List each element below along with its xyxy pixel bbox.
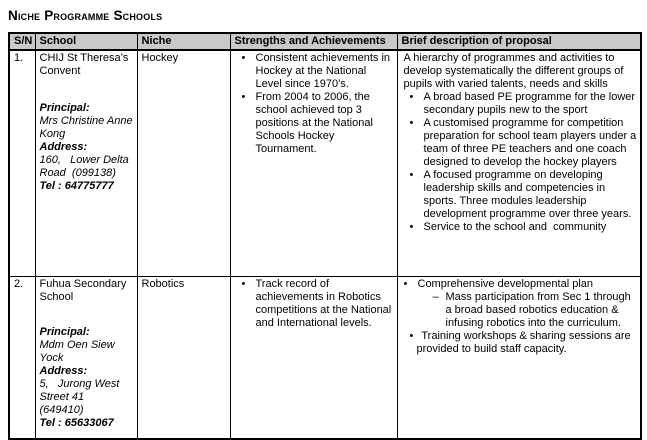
spacer (40, 78, 134, 102)
bullet-icon: • (409, 169, 414, 181)
proposal-item (404, 278, 639, 291)
school-name: Fuhua Secondary School (39, 278, 130, 303)
cell-sn: 2. (9, 277, 35, 440)
cell-strengths (230, 50, 397, 277)
proposal-text: A customised programme for competition preparation for school team players under a team of three PE teachers and one coach designed to develop the hockey players (423, 117, 640, 168)
principal-name: Mdm Oen Siew Yock (39, 339, 115, 364)
header-niche: Niche (137, 33, 230, 50)
cell-sn: 1. (9, 50, 35, 277)
header-sn: S/N (9, 33, 35, 50)
bullet-icon: • (409, 330, 414, 342)
address-label: Address: (39, 365, 88, 377)
proposal-text: Comprehensive developmental plan (417, 278, 593, 290)
table-row (9, 277, 641, 440)
bullet-icon: • (409, 91, 414, 103)
address-value: 5, Jurong West Street 41 (649410) (39, 378, 123, 416)
cell-proposal (397, 277, 641, 440)
address-label: Address: (39, 141, 88, 153)
bullet-icon: • (403, 278, 408, 290)
cell-strengths (230, 277, 397, 440)
address-value: 160, Lower Delta Road (099138) (39, 154, 132, 179)
tel-value: Tel : 64775777 (39, 180, 114, 192)
cell-school (35, 277, 137, 440)
proposal-item (404, 221, 639, 234)
proposal-sub-text: Mass participation from Sec 1 through a broad based robotics education & infusing robotics into the curriculum. (445, 291, 634, 329)
strength-text: Consistent achievements in Hockey at the National Level since 1970’s. (255, 52, 394, 90)
page-title: Niche Programme Schools (8, 8, 163, 23)
cell-proposal (397, 50, 641, 277)
niche-schools-table (8, 32, 642, 440)
proposal-item (404, 91, 639, 117)
proposal-text: Service to the school and community (423, 221, 607, 233)
proposal-item (404, 169, 639, 221)
proposal-text: A broad based PE programme for the lower secondary pupils new to the sport (423, 91, 639, 116)
dash-icon: – (432, 291, 439, 303)
principal-label: Principal: (39, 326, 90, 338)
strength-text: Track record of achievements in Robotics competitions at the National and International levels. (255, 278, 395, 329)
strength-item (235, 91, 394, 156)
spacer (40, 304, 134, 326)
principal-name: Mrs Christine Anne Kong (39, 115, 133, 140)
header-school: School (35, 33, 137, 50)
strength-item (235, 278, 394, 330)
proposal-intro: A hierarchy of programmes and activities to develop systematically the different groups of pupils with varied talents, needs and skills (403, 52, 627, 90)
bullet-icon: • (241, 91, 246, 103)
bullet-icon: • (409, 221, 414, 233)
bullet-icon: • (409, 117, 414, 129)
cell-school (35, 50, 137, 277)
bullet-icon: • (241, 278, 246, 290)
header-row (9, 33, 641, 50)
principal-label: Principal: (39, 102, 90, 114)
proposal-item (404, 330, 639, 356)
strength-text: From 2004 to 2006, the school achieved top 3 positions at the National Schools Hockey Tournament. (255, 91, 376, 155)
header-strengths: Strengths and Achievements (230, 33, 397, 50)
table-row (9, 50, 641, 277)
proposal-text: Training workshops & sharing sessions are provided to build staff capacity. (416, 330, 634, 355)
strength-item (235, 52, 394, 91)
cell-niche: Robotics (137, 277, 230, 440)
school-name: CHIJ St Theresa’s Convent (39, 52, 132, 77)
cell-niche: Hockey (137, 50, 230, 277)
header-proposal: Brief description of proposal (397, 33, 641, 50)
bullet-icon: • (241, 52, 246, 64)
proposal-item (404, 117, 639, 169)
proposal-text: A focused programme on developing leadership skills and competencies in sports. Three modules leadership development programme over three years. (423, 169, 632, 220)
proposal-sub-item (404, 291, 639, 330)
tel-value: Tel : 65633067 (39, 417, 114, 429)
